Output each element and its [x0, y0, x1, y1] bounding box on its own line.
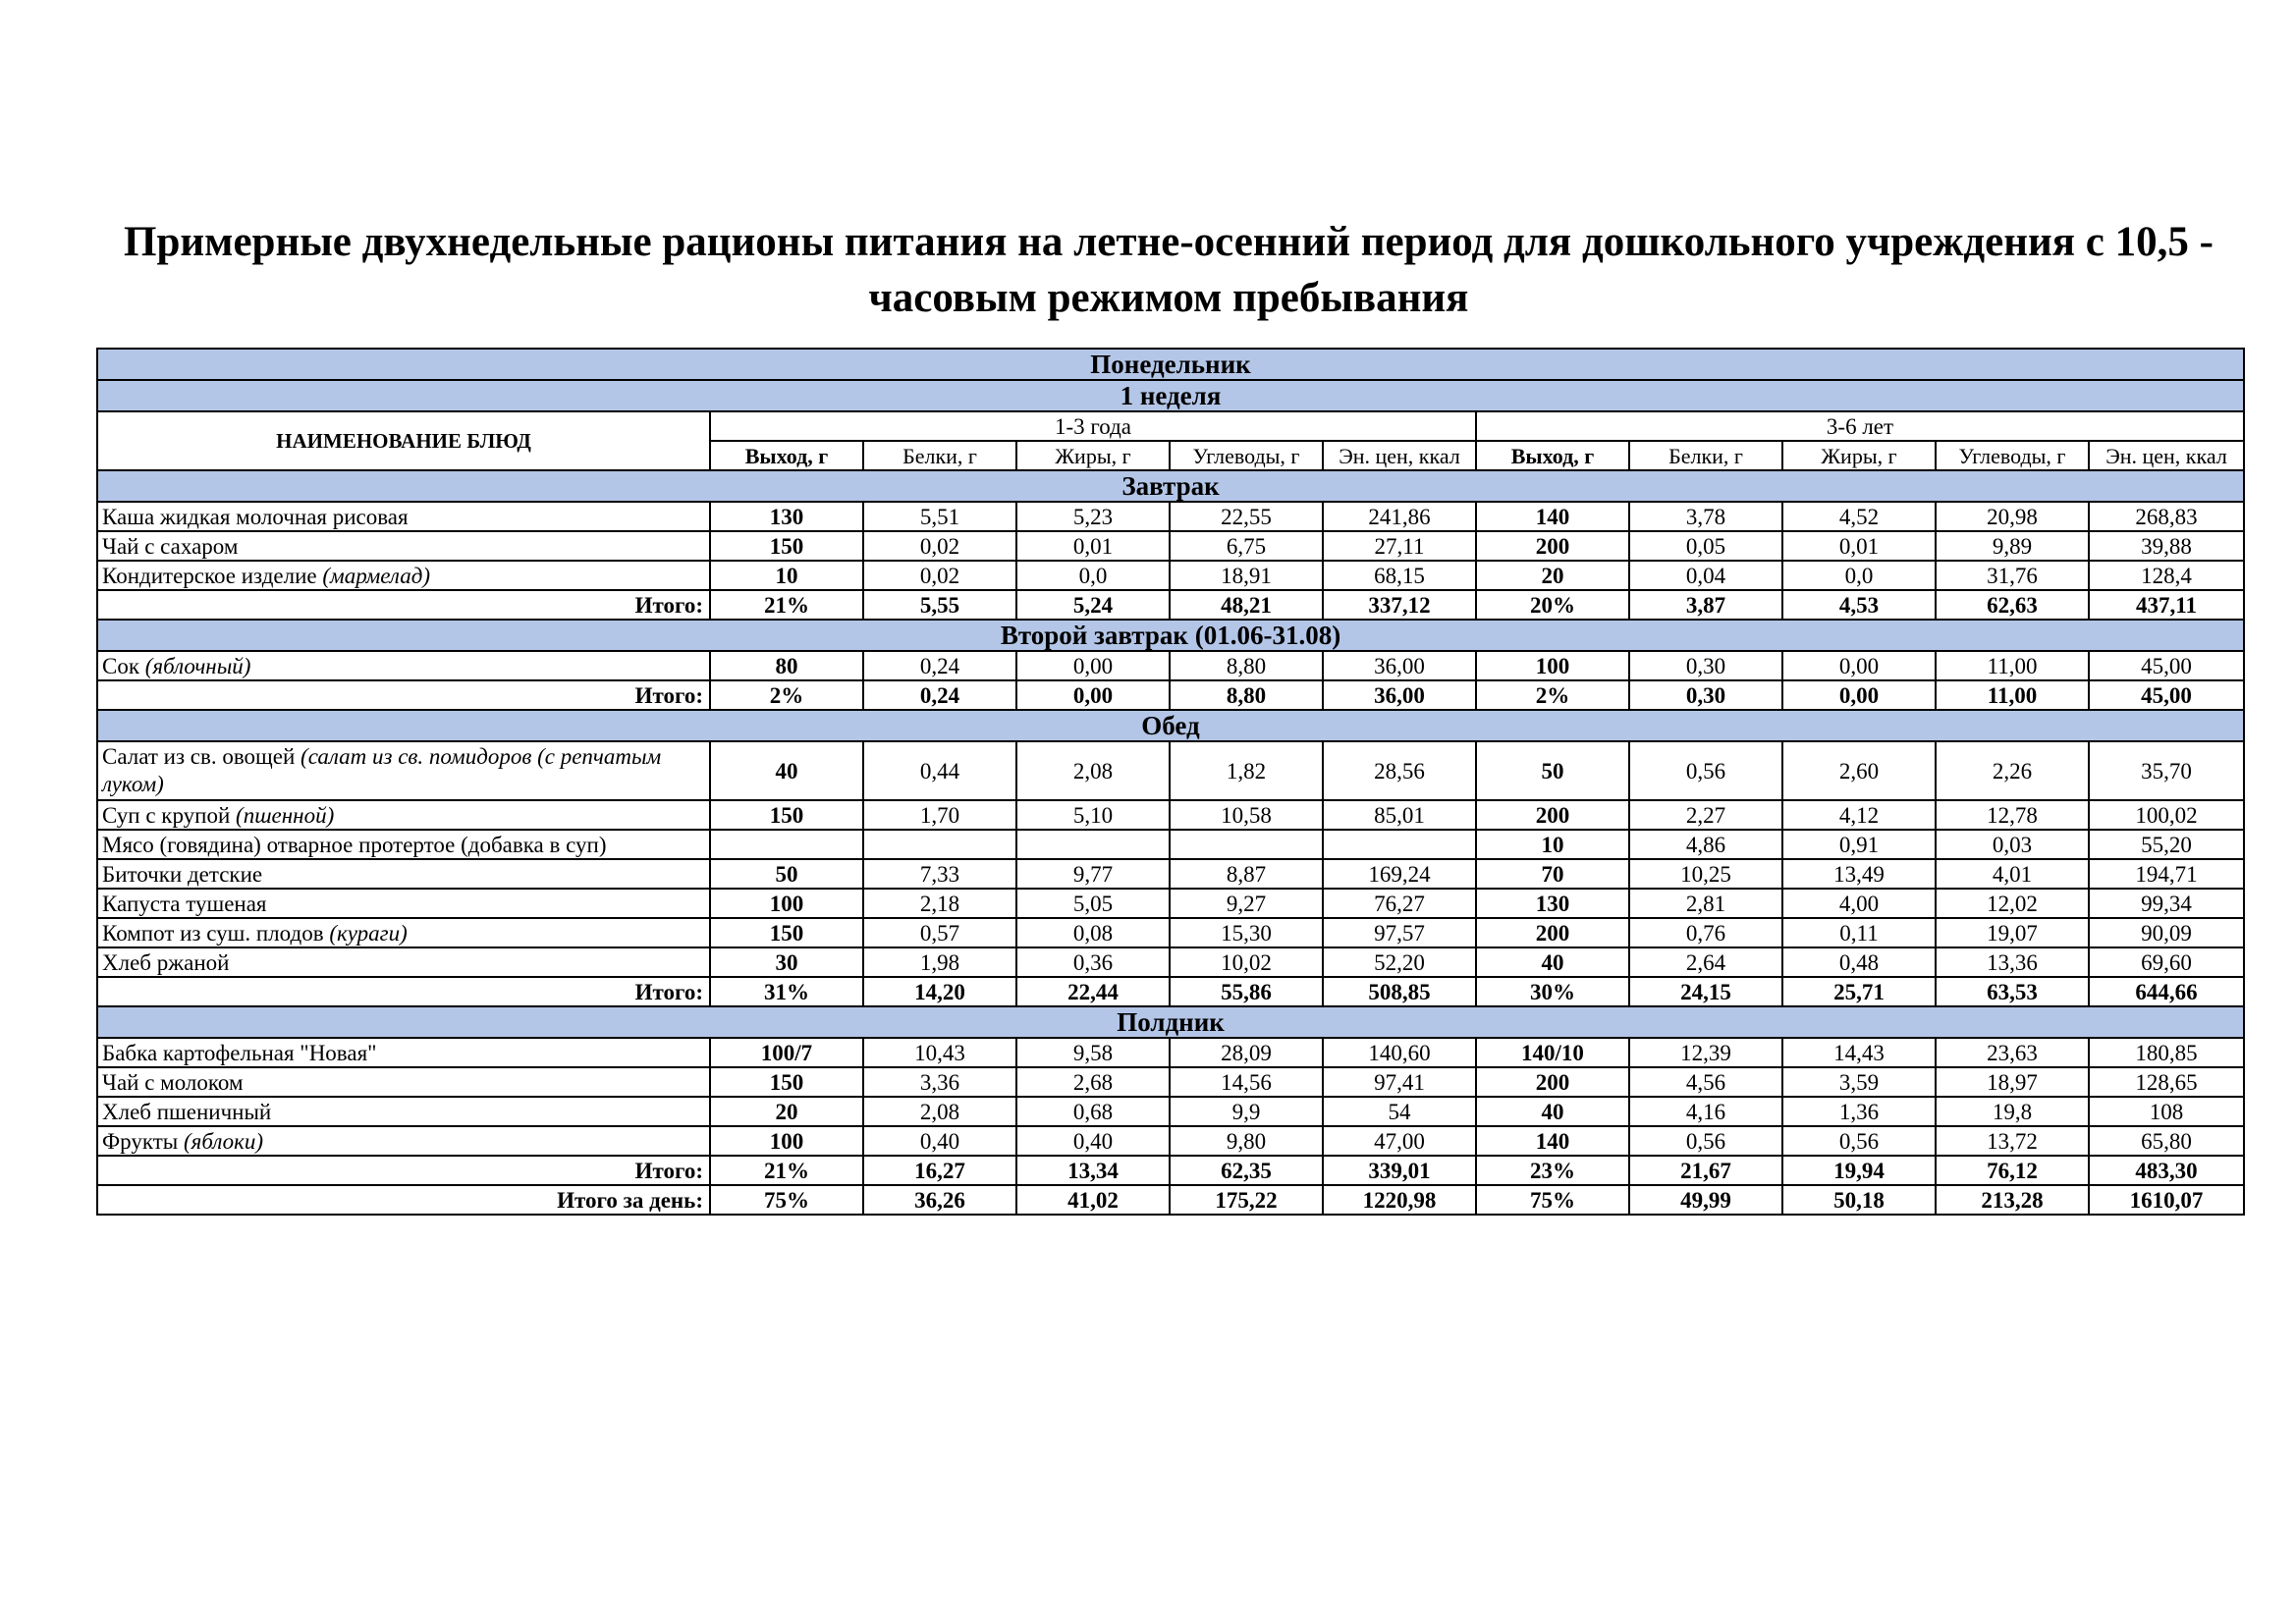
dish-name: Хлеб ржаной — [102, 949, 230, 975]
dish-value: 2,68 — [1016, 1067, 1170, 1097]
dish-name-cell — [97, 800, 710, 830]
dish-value: 0,0 — [1782, 561, 1936, 590]
dish-value: 2,26 — [1936, 741, 2089, 800]
meal-total-value: 0,00 — [1016, 680, 1170, 710]
dish-value: 100 — [710, 1126, 863, 1156]
dish-value: 40 — [1476, 947, 1629, 977]
meal-total-value: 62,35 — [1170, 1156, 1323, 1185]
day-total-value: 175,22 — [1170, 1185, 1323, 1215]
dish-value: 0,91 — [1782, 830, 1936, 859]
day-total-value: 1610,07 — [2089, 1185, 2244, 1215]
dish-value: 65,80 — [2089, 1126, 2244, 1156]
dish-value: 97,57 — [1323, 918, 1476, 947]
dish-value: 1,98 — [863, 947, 1016, 977]
meal-total-value: 508,85 — [1323, 977, 1476, 1006]
day-total-label: Итого за день: — [97, 1185, 710, 1215]
dish-value: 0,56 — [1629, 1126, 1782, 1156]
meal-total-value: 19,94 — [1782, 1156, 1936, 1185]
dish-value: 100 — [1476, 651, 1629, 680]
dish-value: 6,75 — [1170, 531, 1323, 561]
age-group-row — [97, 411, 2244, 441]
meal-total-value: 21% — [710, 1156, 863, 1185]
dish-name-cell — [97, 651, 710, 680]
dish-value: 14,43 — [1782, 1038, 1936, 1067]
meal-total-value: 36,00 — [1323, 680, 1476, 710]
dish-note: (яблоки) — [184, 1128, 264, 1154]
dish-value: 70 — [1476, 859, 1629, 889]
col-header-protein: Белки, г — [863, 441, 1016, 470]
dish-value: 13,49 — [1782, 859, 1936, 889]
col-header-fat: Жиры, г — [1782, 441, 1936, 470]
dish-value: 2,18 — [863, 889, 1016, 918]
dish-row — [97, 1126, 2244, 1156]
dish-value: 8,87 — [1170, 859, 1323, 889]
dish-value: 4,52 — [1782, 502, 1936, 531]
meal-total-value: 21% — [710, 590, 863, 620]
age-group-1-header: 1-3 года — [710, 411, 1476, 441]
dish-value: 40 — [1476, 1097, 1629, 1126]
meal-total-value: 76,12 — [1936, 1156, 2089, 1185]
dish-row — [97, 651, 2244, 680]
dish-row — [97, 889, 2244, 918]
meal-section-title: Второй завтрак (01.06-31.08) — [97, 620, 2244, 651]
dish-value: 28,56 — [1323, 741, 1476, 800]
dish-value: 10,58 — [1170, 800, 1323, 830]
dish-row — [97, 741, 2244, 800]
meal-section-row — [97, 470, 2244, 502]
meal-total-value: 8,80 — [1170, 680, 1323, 710]
day-total-value: 41,02 — [1016, 1185, 1170, 1215]
col-header-fat: Жиры, г — [1016, 441, 1170, 470]
dish-value: 45,00 — [2089, 651, 2244, 680]
meal-section-row — [97, 710, 2244, 741]
dish-value: 0,0 — [1016, 561, 1170, 590]
dish-value: 1,82 — [1170, 741, 1323, 800]
meal-total-value: 0,30 — [1629, 680, 1782, 710]
week-row — [97, 380, 2244, 411]
meal-total-value: 23% — [1476, 1156, 1629, 1185]
dish-value: 0,40 — [863, 1126, 1016, 1156]
dish-value: 12,39 — [1629, 1038, 1782, 1067]
dish-value: 2,60 — [1782, 741, 1936, 800]
dish-value: 180,85 — [2089, 1038, 2244, 1067]
dish-value: 130 — [710, 502, 863, 531]
dish-value: 9,80 — [1170, 1126, 1323, 1156]
meal-section-row — [97, 1006, 2244, 1038]
dish-value: 52,20 — [1323, 947, 1476, 977]
dish-value: 0,44 — [863, 741, 1016, 800]
dish-row — [97, 502, 2244, 531]
dish-value: 0,01 — [1782, 531, 1936, 561]
dish-value: 0,68 — [1016, 1097, 1170, 1126]
dish-value: 97,41 — [1323, 1067, 1476, 1097]
dish-value: 5,05 — [1016, 889, 1170, 918]
meal-section-row — [97, 620, 2244, 651]
dish-value: 2,64 — [1629, 947, 1782, 977]
day-total-value: 1220,98 — [1323, 1185, 1476, 1215]
dish-name-cell — [97, 859, 710, 889]
day-total-value: 75% — [1476, 1185, 1629, 1215]
dish-value: 2,08 — [1016, 741, 1170, 800]
dish-value: 27,11 — [1323, 531, 1476, 561]
dish-name-cell — [97, 1097, 710, 1126]
dish-value — [1170, 830, 1323, 859]
dish-value: 0,00 — [1782, 651, 1936, 680]
meal-total-value: 0,24 — [863, 680, 1016, 710]
dish-name: Капуста тушеная — [102, 891, 267, 916]
dish-value: 28,09 — [1170, 1038, 1323, 1067]
dish-name-cell — [97, 1067, 710, 1097]
dish-value — [1016, 830, 1170, 859]
dish-value: 0,08 — [1016, 918, 1170, 947]
dish-name: Сок — [102, 653, 145, 678]
dish-value: 20,98 — [1936, 502, 2089, 531]
meal-section-title: Завтрак — [97, 470, 2244, 502]
week-label: 1 неделя — [97, 380, 2244, 411]
day-total-value: 213,28 — [1936, 1185, 2089, 1215]
dish-name: Чай с сахаром — [102, 533, 239, 559]
col-header-yield: Выход, г — [1476, 441, 1629, 470]
dish-value: 140/10 — [1476, 1038, 1629, 1067]
dish-value: 128,4 — [2089, 561, 2244, 590]
meal-total-value: 644,66 — [2089, 977, 2244, 1006]
meal-total-value: 5,55 — [863, 590, 1016, 620]
dish-value: 15,30 — [1170, 918, 1323, 947]
dish-value: 8,80 — [1170, 651, 1323, 680]
dish-value: 0,00 — [1016, 651, 1170, 680]
meal-total-row — [97, 680, 2244, 710]
dish-value: 4,56 — [1629, 1067, 1782, 1097]
meal-total-value: 3,87 — [1629, 590, 1782, 620]
dish-value: 13,72 — [1936, 1126, 2089, 1156]
meal-total-value: 437,11 — [2089, 590, 2244, 620]
dish-name: Суп с крупой — [102, 802, 237, 828]
dish-value: 0,05 — [1629, 531, 1782, 561]
dish-value: 19,8 — [1936, 1097, 2089, 1126]
dish-row — [97, 1038, 2244, 1067]
dish-value: 3,78 — [1629, 502, 1782, 531]
dish-name-header: НАИМЕНОВАНИЕ БЛЮД — [97, 411, 710, 470]
day-total-value: 36,26 — [863, 1185, 1016, 1215]
dish-value: 100,02 — [2089, 800, 2244, 830]
col-header-protein: Белки, г — [1629, 441, 1782, 470]
day-row — [97, 349, 2244, 380]
dish-value: 9,9 — [1170, 1097, 1323, 1126]
dish-value: 0,56 — [1629, 741, 1782, 800]
dish-value — [710, 830, 863, 859]
dish-value: 35,70 — [2089, 741, 2244, 800]
meal-total-value: 63,53 — [1936, 977, 2089, 1006]
dish-value: 3,59 — [1782, 1067, 1936, 1097]
dish-value: 13,36 — [1936, 947, 2089, 977]
dish-value: 14,56 — [1170, 1067, 1323, 1097]
dish-value: 4,00 — [1782, 889, 1936, 918]
dish-value: 68,15 — [1323, 561, 1476, 590]
dish-value: 10,43 — [863, 1038, 1016, 1067]
dish-value: 23,63 — [1936, 1038, 2089, 1067]
col-header-energy: Эн. цен, ккал — [2089, 441, 2244, 470]
dish-value: 9,27 — [1170, 889, 1323, 918]
day-label: Понедельник — [97, 349, 2244, 380]
meal-total-value: 14,20 — [863, 977, 1016, 1006]
dish-value: 4,01 — [1936, 859, 2089, 889]
dish-value: 18,97 — [1936, 1067, 2089, 1097]
day-total-value: 49,99 — [1629, 1185, 1782, 1215]
dish-value: 9,77 — [1016, 859, 1170, 889]
meal-total-value: 0,00 — [1782, 680, 1936, 710]
dish-value: 2,27 — [1629, 800, 1782, 830]
dish-value: 1,36 — [1782, 1097, 1936, 1126]
dish-value: 130 — [1476, 889, 1629, 918]
dish-value: 0,40 — [1016, 1126, 1170, 1156]
dish-value: 9,89 — [1936, 531, 2089, 561]
dish-name: Мясо (говядина) отварное протертое (добавка в суп) — [102, 832, 607, 857]
meal-total-value: 5,24 — [1016, 590, 1170, 620]
dish-note: (яблочный) — [144, 653, 251, 678]
dish-value: 76,27 — [1323, 889, 1476, 918]
dish-value: 140 — [1476, 502, 1629, 531]
dish-value: 20 — [1476, 561, 1629, 590]
dish-value: 150 — [710, 800, 863, 830]
meal-total-value: 339,01 — [1323, 1156, 1476, 1185]
dish-value: 150 — [710, 918, 863, 947]
dish-value — [1323, 830, 1476, 859]
dish-note: (кураги) — [329, 920, 408, 946]
meal-total-value: 48,21 — [1170, 590, 1323, 620]
meal-total-row — [97, 590, 2244, 620]
dish-value: 1,70 — [863, 800, 1016, 830]
meal-total-value: 337,12 — [1323, 590, 1476, 620]
dish-name-cell — [97, 502, 710, 531]
dish-value: 108 — [2089, 1097, 2244, 1126]
col-header-energy: Эн. цен, ккал — [1323, 441, 1476, 470]
dish-value: 5,10 — [1016, 800, 1170, 830]
dish-value: 20 — [710, 1097, 863, 1126]
dish-value: 150 — [710, 531, 863, 561]
dish-value: 0,02 — [863, 561, 1016, 590]
dish-value: 150 — [710, 1067, 863, 1097]
meal-total-value: 22,44 — [1016, 977, 1170, 1006]
dish-value: 90,09 — [2089, 918, 2244, 947]
dish-value: 200 — [1476, 531, 1629, 561]
dish-value: 0,48 — [1782, 947, 1936, 977]
dish-value: 19,07 — [1936, 918, 2089, 947]
dish-value: 241,86 — [1323, 502, 1476, 531]
dish-value: 31,76 — [1936, 561, 2089, 590]
dish-row — [97, 1097, 2244, 1126]
dish-value: 2,81 — [1629, 889, 1782, 918]
dish-value: 11,00 — [1936, 651, 2089, 680]
dish-value: 0,02 — [863, 531, 1016, 561]
dish-name: Бабка картофельная "Новая" — [102, 1040, 377, 1065]
dish-value: 3,36 — [863, 1067, 1016, 1097]
meal-total-value: 62,63 — [1936, 590, 2089, 620]
dish-value: 140 — [1476, 1126, 1629, 1156]
dish-row — [97, 830, 2244, 859]
dish-name: Каша жидкая молочная рисовая — [102, 504, 409, 529]
meal-total-row — [97, 1156, 2244, 1185]
dish-value: 50 — [1476, 741, 1629, 800]
dish-name-cell — [97, 1038, 710, 1067]
dish-value: 9,58 — [1016, 1038, 1170, 1067]
dish-value: 4,86 — [1629, 830, 1782, 859]
dish-value: 4,12 — [1782, 800, 1936, 830]
dish-value: 169,24 — [1323, 859, 1476, 889]
dish-value: 268,83 — [2089, 502, 2244, 531]
dish-value: 2,08 — [863, 1097, 1016, 1126]
dish-name-cell — [97, 531, 710, 561]
dish-value: 0,11 — [1782, 918, 1936, 947]
dish-note: (мармелад) — [322, 563, 430, 588]
dish-value: 4,16 — [1629, 1097, 1782, 1126]
dish-value: 40 — [710, 741, 863, 800]
meal-total-label: Итого: — [97, 977, 710, 1006]
meal-section-title: Полдник — [97, 1006, 2244, 1038]
meal-total-label: Итого: — [97, 1156, 710, 1185]
dish-name-cell — [97, 741, 710, 800]
dish-value: 0,56 — [1782, 1126, 1936, 1156]
dish-row — [97, 918, 2244, 947]
dish-name: Компот из суш. плодов — [102, 920, 330, 946]
dish-name: Биточки детские — [102, 861, 263, 887]
dish-value: 0,57 — [863, 918, 1016, 947]
col-header-yield: Выход, г — [710, 441, 863, 470]
dish-value: 12,78 — [1936, 800, 2089, 830]
age-group-2-header: 3-6 лет — [1476, 411, 2244, 441]
dish-value: 0,04 — [1629, 561, 1782, 590]
dish-value: 0,01 — [1016, 531, 1170, 561]
dish-name-cell — [97, 947, 710, 977]
dish-value: 55,20 — [2089, 830, 2244, 859]
dish-value: 200 — [1476, 1067, 1629, 1097]
meal-total-value: 20% — [1476, 590, 1629, 620]
dish-value: 0,24 — [863, 651, 1016, 680]
dish-value: 12,02 — [1936, 889, 2089, 918]
dish-name: Фрукты — [102, 1128, 184, 1154]
dish-value: 10,02 — [1170, 947, 1323, 977]
dish-name: Хлеб пшеничный — [102, 1099, 272, 1124]
col-header-carbs: Углеводы, г — [1936, 441, 2089, 470]
meal-section-title: Обед — [97, 710, 2244, 741]
day-total-row — [97, 1185, 2244, 1215]
meal-total-value: 24,15 — [1629, 977, 1782, 1006]
meal-total-value: 483,30 — [2089, 1156, 2244, 1185]
dish-value: 140,60 — [1323, 1038, 1476, 1067]
dish-value: 5,23 — [1016, 502, 1170, 531]
dish-value: 100/7 — [710, 1038, 863, 1067]
dish-name-cell — [97, 1126, 710, 1156]
dish-value — [863, 830, 1016, 859]
meal-total-value: 21,67 — [1629, 1156, 1782, 1185]
dish-value: 0,36 — [1016, 947, 1170, 977]
dish-row — [97, 859, 2244, 889]
dish-value: 54 — [1323, 1097, 1476, 1126]
meal-total-value: 25,71 — [1782, 977, 1936, 1006]
dish-value: 200 — [1476, 800, 1629, 830]
dish-value: 85,01 — [1323, 800, 1476, 830]
dish-row — [97, 531, 2244, 561]
dish-value: 22,55 — [1170, 502, 1323, 531]
meal-total-value: 2% — [710, 680, 863, 710]
dish-note: (пшенной) — [236, 802, 335, 828]
dish-value: 10,25 — [1629, 859, 1782, 889]
dish-row — [97, 561, 2244, 590]
dish-value: 10 — [1476, 830, 1629, 859]
dish-value: 100 — [710, 889, 863, 918]
dish-name-cell — [97, 830, 710, 859]
dish-name-cell — [97, 918, 710, 947]
dish-value: 69,60 — [2089, 947, 2244, 977]
meal-total-value: 13,34 — [1016, 1156, 1170, 1185]
meal-total-value: 2% — [1476, 680, 1629, 710]
day-total-value: 75% — [710, 1185, 863, 1215]
dish-value: 39,88 — [2089, 531, 2244, 561]
dish-value: 0,76 — [1629, 918, 1782, 947]
dish-value: 0,03 — [1936, 830, 2089, 859]
meal-total-value: 11,00 — [1936, 680, 2089, 710]
ration-table — [96, 348, 2245, 1216]
dish-row — [97, 800, 2244, 830]
dish-note: (салат из св. помидоров (с репчатым луком) — [102, 744, 662, 796]
col-header-carbs: Углеводы, г — [1170, 441, 1323, 470]
meal-total-value: 45,00 — [2089, 680, 2244, 710]
dish-value: 128,65 — [2089, 1067, 2244, 1097]
dish-value: 0,30 — [1629, 651, 1782, 680]
dish-value: 50 — [710, 859, 863, 889]
dish-value: 99,34 — [2089, 889, 2244, 918]
dish-value: 47,00 — [1323, 1126, 1476, 1156]
dish-value: 30 — [710, 947, 863, 977]
dish-value: 36,00 — [1323, 651, 1476, 680]
dish-value: 10 — [710, 561, 863, 590]
dish-value: 7,33 — [863, 859, 1016, 889]
meal-total-value: 4,53 — [1782, 590, 1936, 620]
day-total-value: 50,18 — [1782, 1185, 1936, 1215]
meal-total-value: 31% — [710, 977, 863, 1006]
meal-total-value: 55,86 — [1170, 977, 1323, 1006]
meal-total-label: Итого: — [97, 680, 710, 710]
document-title: Примерные двухнедельные рационы питания на летне-осенний период для дошкольного учреждения с 10,5 - часовым режимом пребывания — [124, 219, 2214, 321]
dish-name: Салат из св. овощей — [102, 744, 301, 769]
meal-total-label: Итого: — [97, 590, 710, 620]
dish-value: 5,51 — [863, 502, 1016, 531]
meal-total-value: 30% — [1476, 977, 1629, 1006]
dish-name-cell — [97, 889, 710, 918]
dish-row — [97, 1067, 2244, 1097]
meal-total-value: 16,27 — [863, 1156, 1016, 1185]
dish-name: Кондитерское изделие — [102, 563, 323, 588]
dish-value: 194,71 — [2089, 859, 2244, 889]
dish-row — [97, 947, 2244, 977]
meal-total-row — [97, 977, 2244, 1006]
dish-value: 200 — [1476, 918, 1629, 947]
dish-name: Чай с молоком — [102, 1069, 244, 1095]
dish-name-cell — [97, 561, 710, 590]
dish-value: 80 — [710, 651, 863, 680]
dish-value: 18,91 — [1170, 561, 1323, 590]
